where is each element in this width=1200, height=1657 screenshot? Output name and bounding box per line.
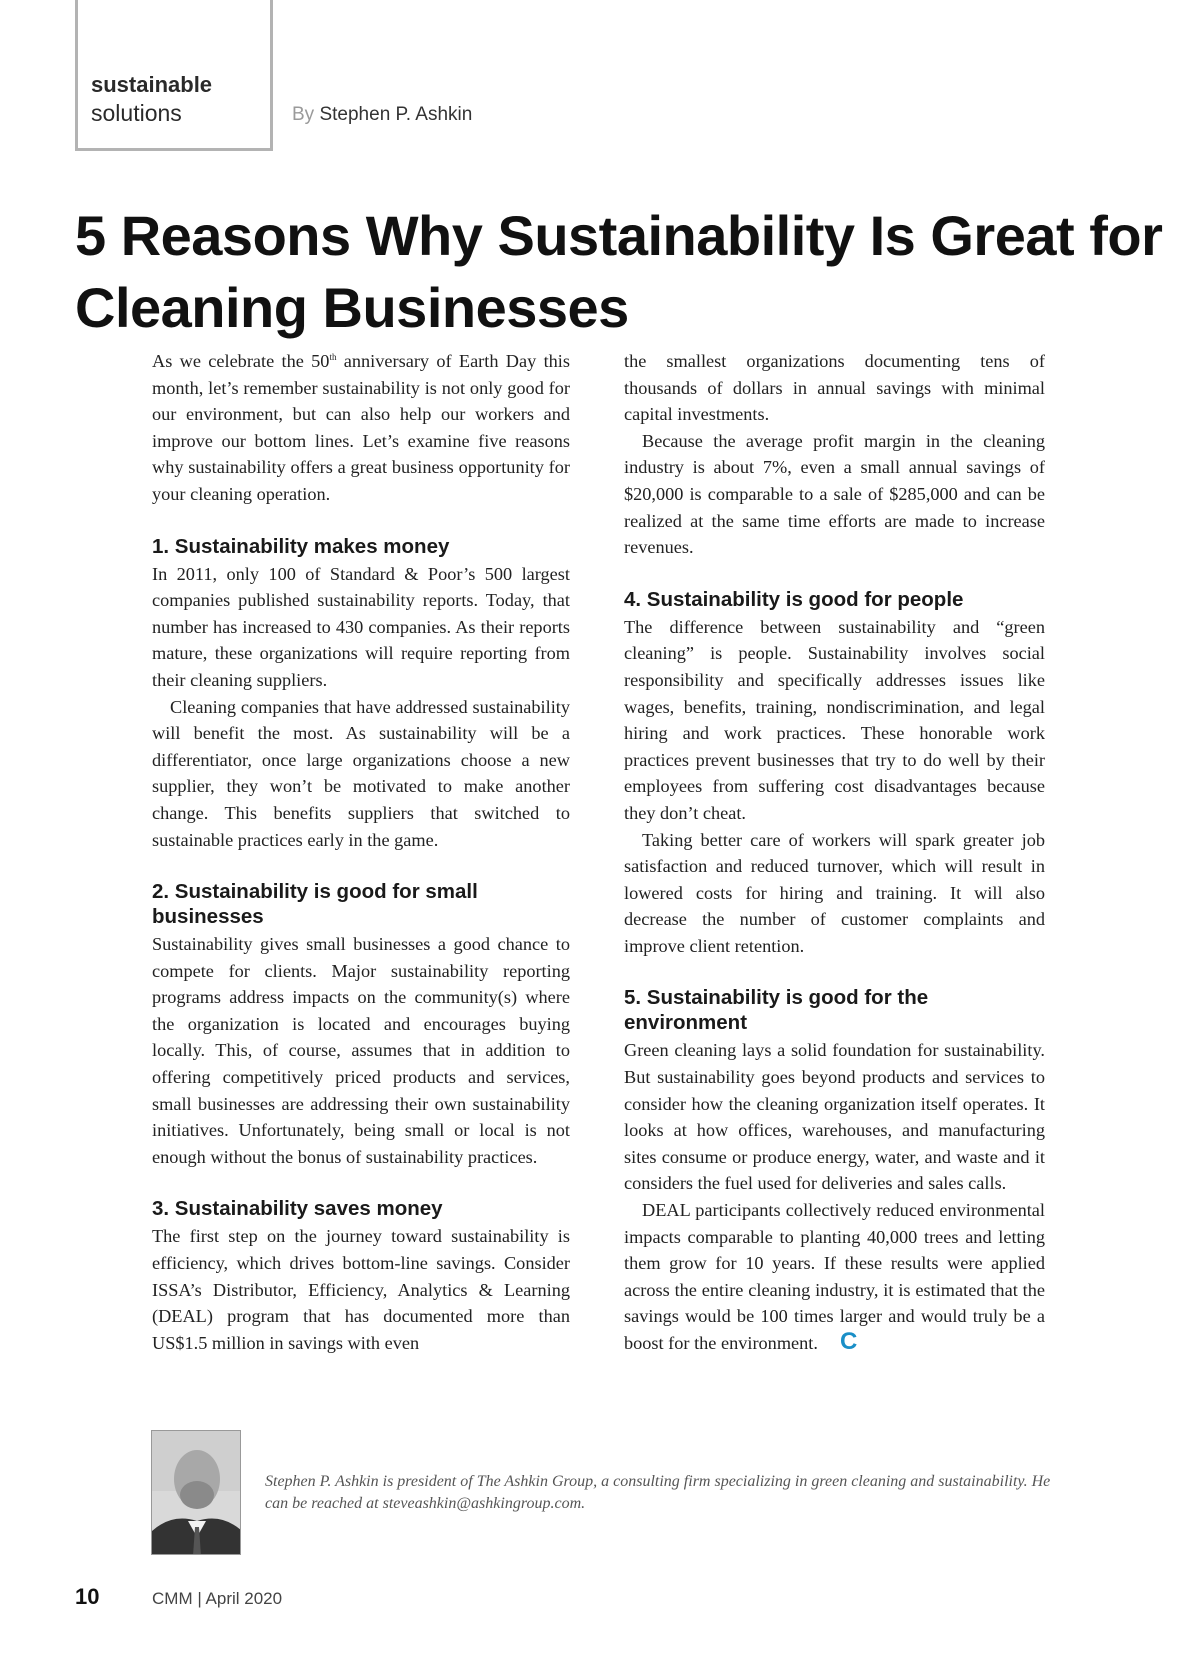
section-3-heading: 3. Sustainability saves money: [152, 1197, 443, 1221]
section-4-paragraph-1: The difference between sustainability and “green cleaning” is people. Sustainability involves social responsibility and specifically addresses issues like wages, benefits, training, nondiscrimination, and legal hiring and work practices. These honorable work practices prevent businesses that try to do well by their employees from suffering cost disadvantages because they don’t cheat.: [624, 616, 1045, 823]
section-3-paragraph-1-start: The first step on the journey toward sustainability is efficiency, which drives bottom-line savings. Consider ISSA’s Distributor, Efficiency, Analytics & Learning (DEAL) program that has documented more than US$1.5 million in savings with even: [152, 1226, 570, 1353]
section-4-paragraph-2: Taking better care of workers will spark greater job satisfaction and reduced turnover, which will result in lowered costs for hiring and training. It will also decrease the number of customer complaints and improve client retention.: [624, 829, 1045, 956]
intro-text-end: anniversary of Earth Day this month, let’s remember sustainability is not only good for our environment, but can also help our workers and improve our bottom lines. Let’s examine five reasons why sustainability offers a great business opportunity for your cleaning operation.: [152, 351, 570, 504]
section-5-paragraph-2: [624, 1197, 1045, 1357]
intro-superscript: th: [329, 351, 337, 362]
intro-paragraph: [152, 348, 570, 508]
section-1-paragraph-2: Cleaning companies that have addressed sustainability will benefit the most. As sustainability will be a differentiator, once large organizations choose a new supplier, they won’t be motivated to make another change. This benefits suppliers that switched to sustainable practices early in the game.: [152, 696, 570, 850]
section-2-paragraph-1: Sustainability gives small businesses a good chance to compete for clients. Major sustainability reporting programs address impacts on the community(s) where the organization is located and encourages buying locally. This, of course, assumes that in addition to offering competitively priced products and services, small businesses are addressing their own sustainability initiatives. Unfortunately, being small or local is not enough without the bonus of sustainability practices.: [152, 934, 570, 1167]
issue-label: CMM | April 2020: [152, 1589, 283, 1608]
section-2-heading: 2. Sustainability is good for small businesses: [152, 880, 478, 929]
section-5-paragraph-2-text: DEAL participants collectively reduced environmental impacts comparable to planting 40,000 trees and letting them grow for 10 years. If these results were applied across the entire cleaning industry, it is estimated that the savings would be 100 times larger and would truly be a boost for the environment.: [624, 1200, 1045, 1353]
author-bio: Stephen P. Ashkin is president of The Ashkin Group, a consulting firm specializing in green cleaning and sustainability. He can be reached at steveashkin@ashkingroup.com.: [265, 1473, 1051, 1512]
section-tag-subtitle: solutions: [91, 100, 182, 126]
author-portrait-icon: [152, 1431, 241, 1555]
section-1-heading: 1. Sustainability makes money: [152, 534, 450, 558]
byline-prefix: By: [292, 104, 315, 125]
section-1-paragraph-1: In 2011, only 100 of Standard & Poor’s 500 largest companies published sustainability reports. Today, that number has increased to 430 companies. As their reports mature, these organizations will require reporting from their cleaning suppliers.: [152, 563, 570, 690]
section-tag-title: sustainable: [91, 72, 213, 97]
section-3-paragraph-2: Because the average profit margin in the cleaning industry is about 7%, even a small annual savings of $20,000 is comparable to a sale of $285,000 and can be realized at the same time efforts are made to increase revenues.: [624, 430, 1045, 558]
section-5-paragraph-1: Green cleaning lays a solid foundation for sustainability. But sustainability goes beyond products and services to consider how the cleaning organization itself operates. It looks at how offices, warehouses, and manufacturing sites consume or produce energy, water, and waste and it considers the fuel used for deliveries and sales calls.: [624, 1040, 1045, 1194]
byline-author: Stephen P. Ashkin: [319, 104, 473, 125]
section-4-heading: 4. Sustainability is good for people: [624, 587, 964, 611]
section-5-heading: 5. Sustainability is good for the environment: [624, 986, 929, 1035]
intro-text-start: As we celebrate the 50: [152, 351, 330, 371]
article-title: 5 Reasons Why Sustainability Is Great for Cleaning Businesses: [75, 204, 1163, 339]
end-of-article-icon: C: [839, 1328, 858, 1355]
author-photo: [151, 1430, 241, 1555]
article-column-left: [152, 348, 570, 1356]
article-column-right: [624, 348, 1045, 1357]
section-3-paragraph-1-end: the smallest organizations documenting tens of thousands of dollars in annual savings with minimal capital investments.: [624, 351, 1045, 425]
byline: [292, 104, 472, 126]
page-number: 10: [75, 1584, 100, 1609]
